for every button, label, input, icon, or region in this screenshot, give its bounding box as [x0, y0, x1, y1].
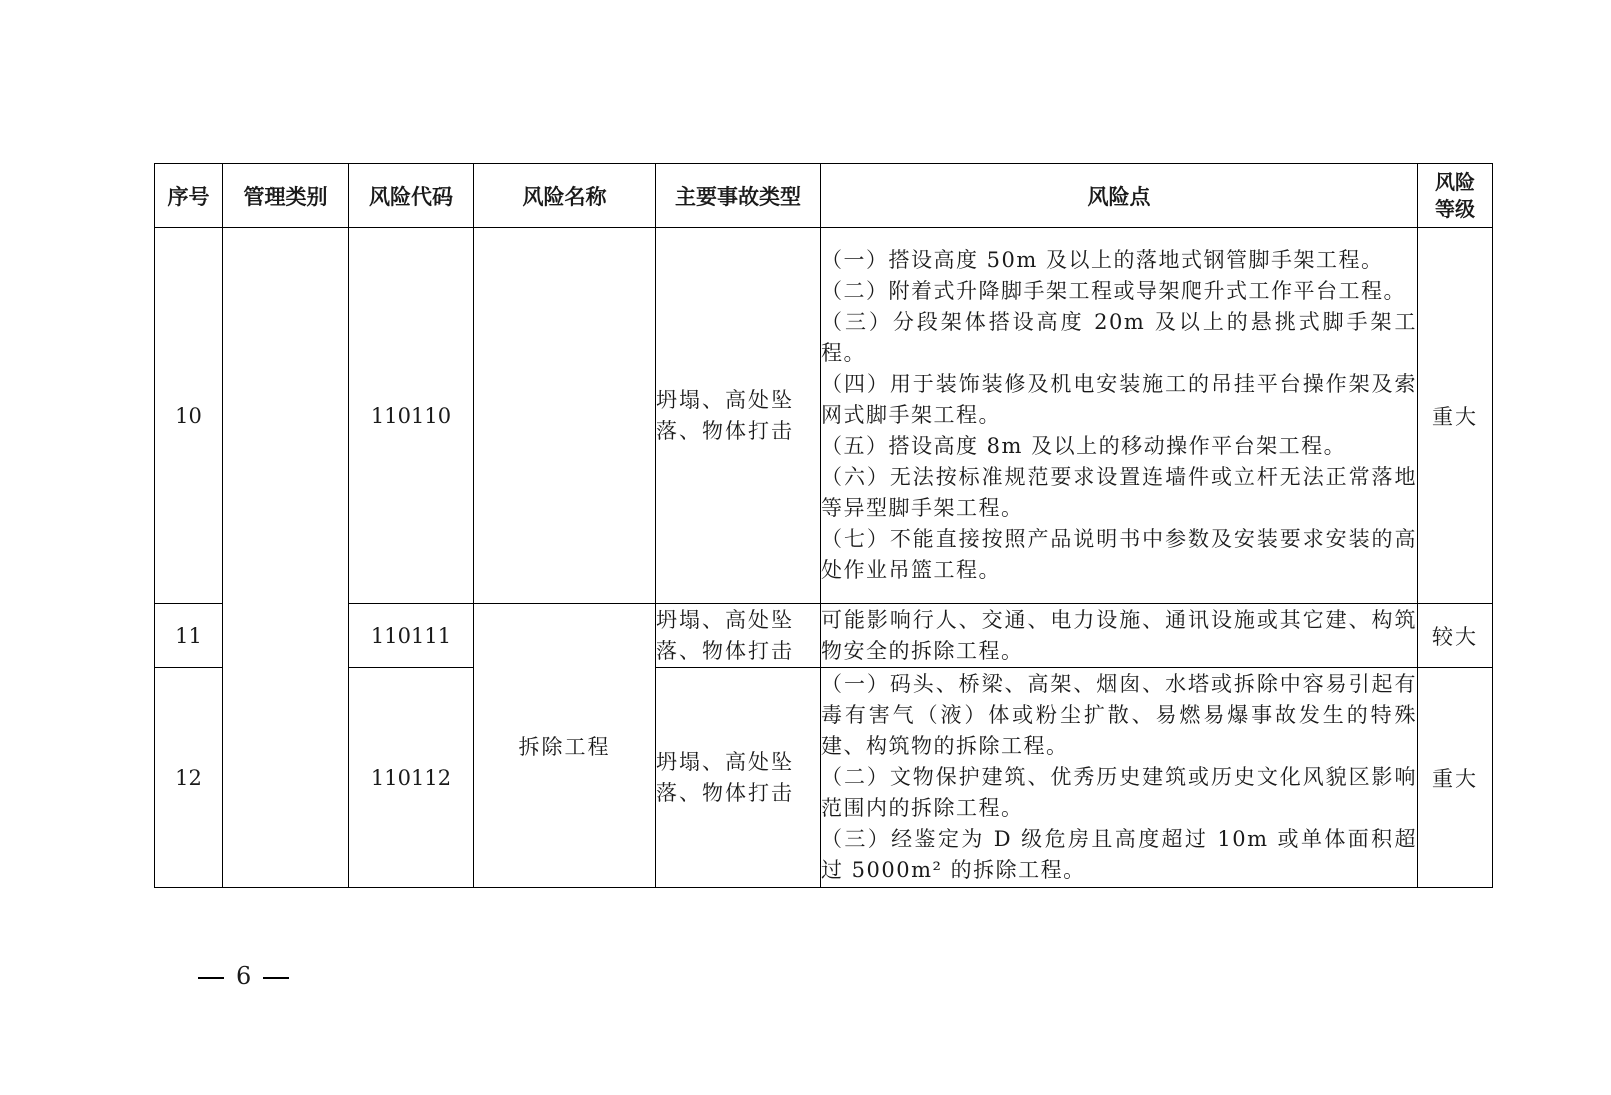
row-seq: 12: [155, 668, 223, 888]
name-cell-empty: [474, 228, 656, 604]
risk-point: （五）搭设高度 8m 及以上的移动操作平台架工程。: [821, 434, 1347, 458]
dash-left: [198, 977, 224, 979]
header-accident-type: 主要事故类型: [656, 164, 821, 228]
header-category: 管理类别: [223, 164, 349, 228]
row-accident-type: 坍塌、高处坠落、物体打击: [656, 228, 821, 604]
risk-point: （三）经鉴定为 D 级危房且高度超过 10m 或单体面积超过 5000m² 的拆除工程。: [821, 827, 1417, 882]
header-name: 风险名称: [474, 164, 656, 228]
row-seq: 10: [155, 228, 223, 604]
header-seq: 序号: [155, 164, 223, 228]
risk-table: [154, 163, 1493, 888]
risk-point: （二）文物保护建筑、优秀历史建筑或历史文化风貌区影响范围内的拆除工程。: [821, 765, 1417, 820]
row-accident-type: 坍塌、高处坠落、物体打击: [656, 604, 821, 668]
header-code: 风险代码: [349, 164, 474, 228]
table-row: [155, 668, 1493, 888]
risk-point: （一）码头、桥梁、高架、烟囱、水塔或拆除中容易引起有毒有害气（液）体或粉尘扩散、易燃易爆事故发生的特殊建、构筑物的拆除工程。: [821, 672, 1417, 758]
header-row: [155, 164, 1493, 228]
row-risk-points: [821, 604, 1418, 668]
row-risk-name: 拆除工程: [474, 604, 656, 888]
header-risk-level: 风险等级: [1418, 164, 1493, 228]
category-cell: [223, 228, 349, 888]
risk-point: （三）分段架体搭设高度 20m 及以上的悬挑式脚手架工程。: [821, 310, 1417, 365]
row-risk-points: [821, 228, 1418, 604]
risk-point: （一）搭设高度 50m 及以上的落地式钢管脚手架工程。: [821, 248, 1384, 272]
header-risk-points: 风险点: [821, 164, 1418, 228]
row-risk-level: 重大: [1418, 668, 1493, 888]
row-accident-type: 坍塌、高处坠落、物体打击: [656, 668, 821, 888]
row-risk-level: 较大: [1418, 604, 1493, 668]
dash-right: [263, 977, 289, 979]
risk-point: （四）用于装饰装修及机电安装施工的吊挂平台操作架及索网式脚手架工程。: [821, 372, 1417, 427]
risk-point: （七）不能直接按照产品说明书中参数及安装要求安装的高处作业吊篮工程。: [821, 527, 1417, 582]
page-number-value: 6: [236, 962, 252, 990]
row-code: 110112: [349, 668, 474, 888]
row-risk-points: [821, 668, 1418, 888]
risk-point: 可能影响行人、交通、电力设施、通讯设施或其它建、构筑物安全的拆除工程。: [821, 607, 1417, 663]
risk-point: （六）无法按标准规范要求设置连墙件或立杆无法正常落地等异型脚手架工程。: [821, 465, 1417, 520]
risk-point: （二）附着式升降脚手架工程或导架爬升式工作平台工程。: [821, 279, 1406, 303]
row-code: 110110: [349, 228, 474, 604]
page-number: [186, 962, 301, 990]
row-code: 110111: [349, 604, 474, 668]
table-row: [155, 604, 1493, 668]
row-seq: 11: [155, 604, 223, 668]
table-row: [155, 228, 1493, 604]
row-risk-level: 重大: [1418, 228, 1493, 604]
